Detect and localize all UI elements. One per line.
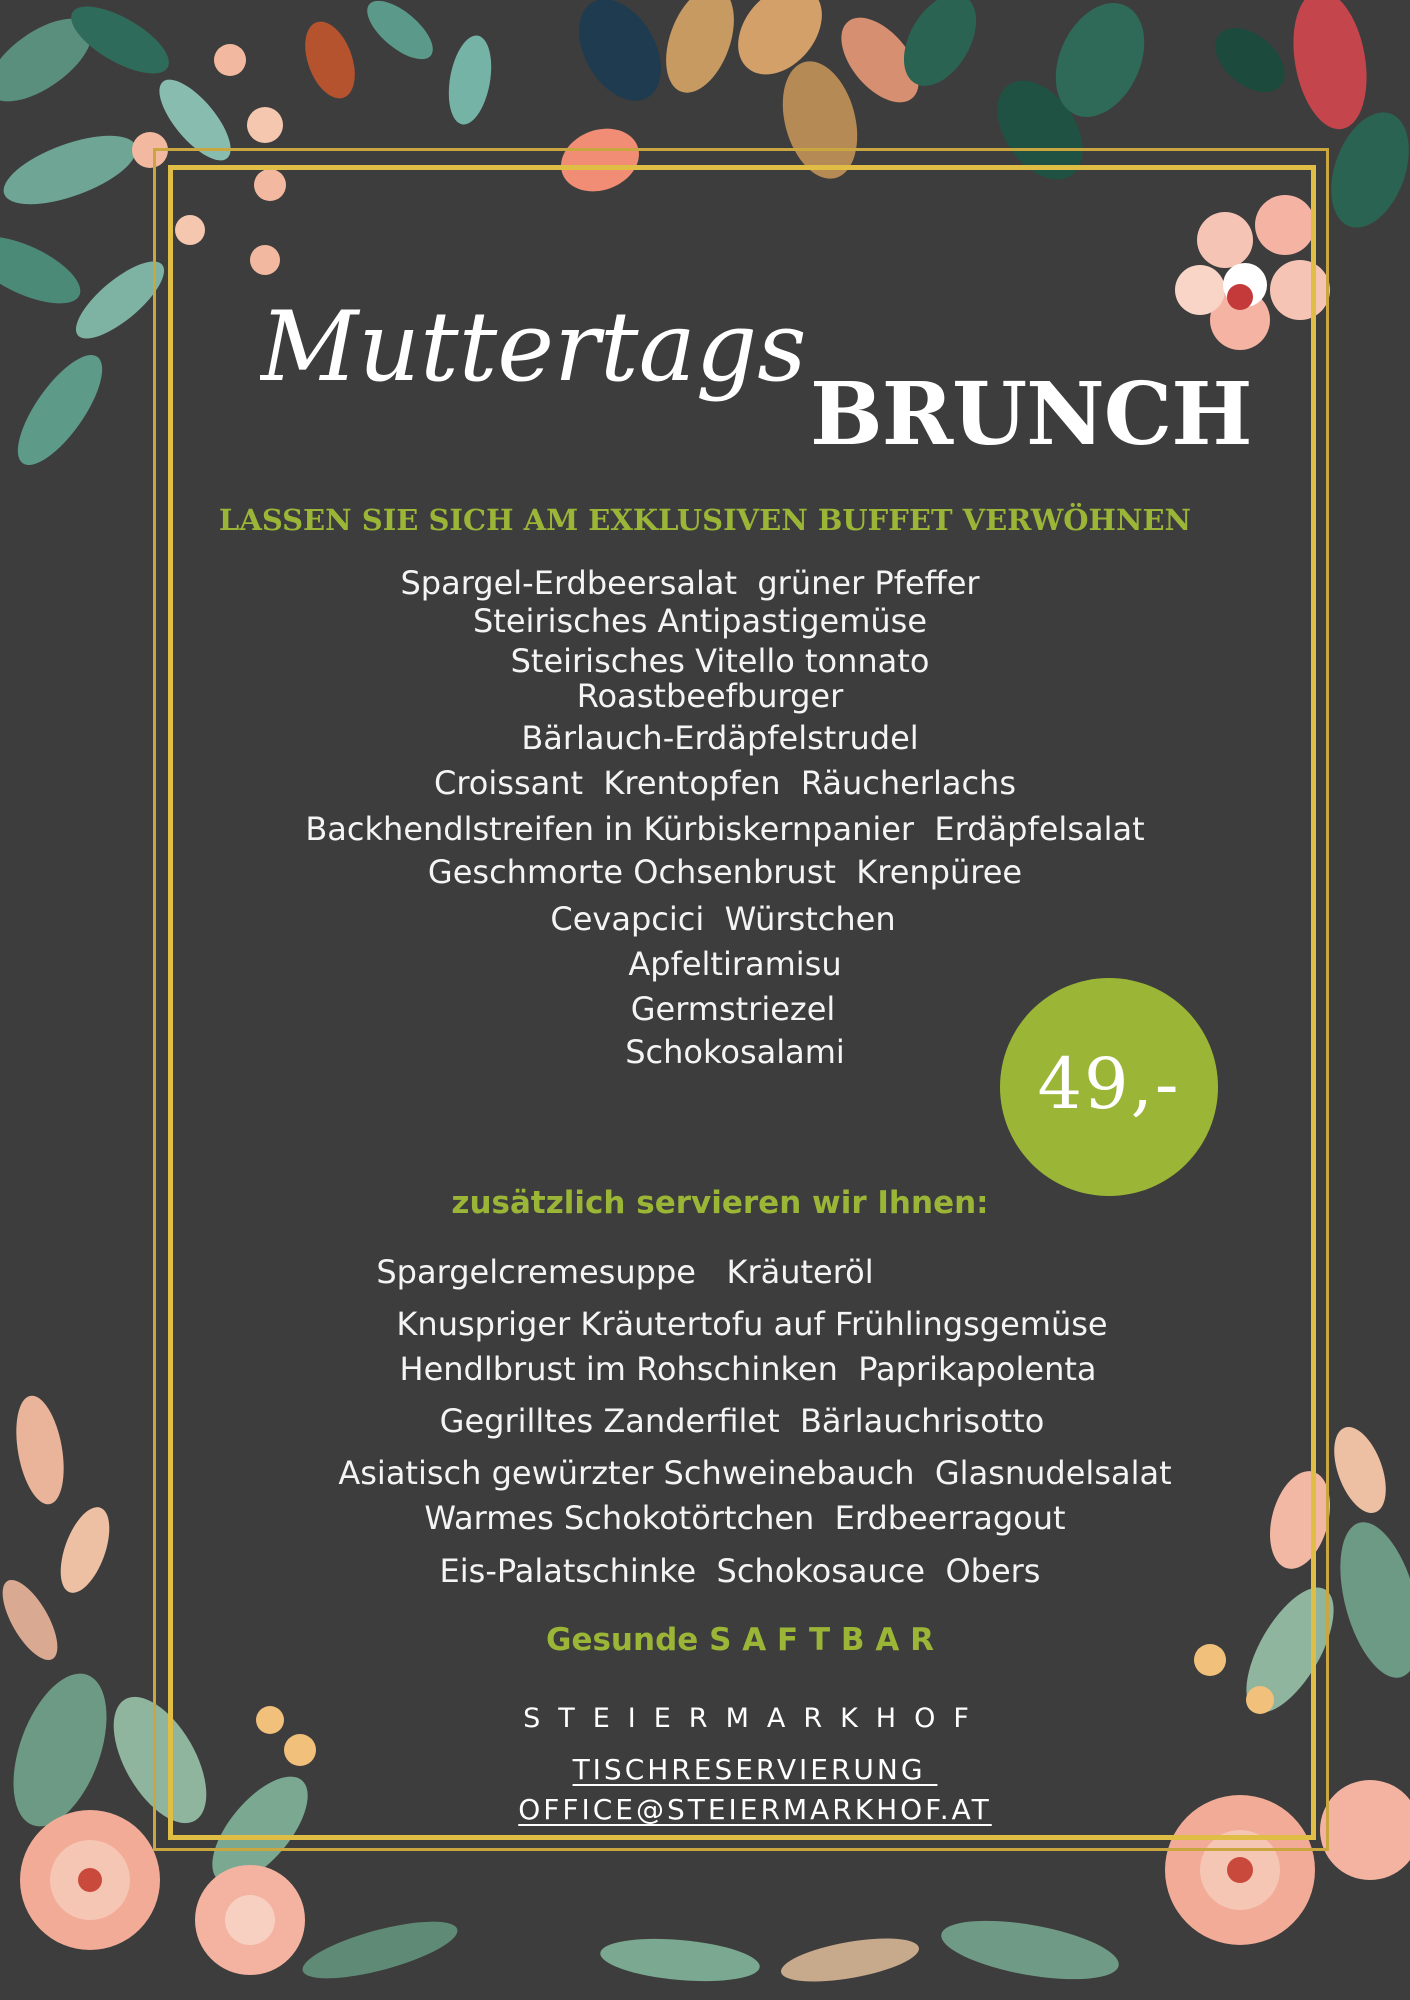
reservation-link[interactable]: TISCHRESERVIERUNG (572, 1753, 938, 1786)
brand-name: STEIERMARKHOF (523, 1703, 987, 1734)
buffet-item: Geschmorte Ochsenbrust Krenpüree (427, 853, 1023, 891)
extras-item: Gegrilltes Zanderfilet Bärlauchrisotto (439, 1402, 1045, 1440)
extras-item: Eis-Palatschinke Schokosauce Obers (439, 1552, 1041, 1590)
extras-item: Hendlbrust im Rohschinken Paprikapolenta (399, 1350, 1097, 1388)
page-title: BRUNCH (810, 364, 1252, 465)
buffet-item: Bärlauch-Erdäpfelstrudel (521, 719, 919, 757)
price-text: 49,- (1037, 1043, 1181, 1125)
saftbar-label: Gesunde S A F T B A R (546, 1622, 934, 1658)
buffet-item: Croissant Krentopfen Räucherlachs (434, 764, 1016, 802)
price-badge (1000, 978, 1218, 1196)
extras-heading: zusätzlich servieren wir Ihnen: (451, 1185, 989, 1221)
buffet-item: Steirisches Antipastigemüse (472, 602, 927, 640)
script-title-text: Muttertags (260, 291, 807, 403)
extras-item: Spargelcremesuppe Kräuteröl (376, 1253, 874, 1291)
buffet-item: Cevapcici Würstchen (550, 900, 896, 938)
email-link[interactable]: OFFICE@STEIERMARKHOF.AT (518, 1793, 992, 1826)
buffet-item: Backhendlstreifen in Kürbiskernpanier Erdäpfelsalat (305, 810, 1145, 848)
extras-item: Asiatisch gewürzter Schweinebauch Glasnudelsalat (338, 1454, 1172, 1492)
buffet-item: Schokosalami (625, 1033, 845, 1071)
script-title (260, 270, 820, 430)
buffet-item: Roastbeefburger (576, 677, 844, 715)
extras-item: Warmes Schokotörtchen Erdbeerragout (424, 1499, 1066, 1537)
extras-item: Knuspriger Kräutertofu auf Frühlingsgemüse (396, 1305, 1108, 1343)
subtitle: LASSEN SIE SICH AM EXKLUSIVEN BUFFET VERWÖHNEN (218, 503, 1192, 537)
buffet-item: Germstriezel (630, 990, 836, 1028)
buffet-item: Steirisches Vitello tonnato (510, 642, 930, 680)
buffet-item: Apfeltiramisu (628, 945, 842, 983)
buffet-item: Spargel-Erdbeersalat grüner Pfeffer (400, 564, 980, 602)
